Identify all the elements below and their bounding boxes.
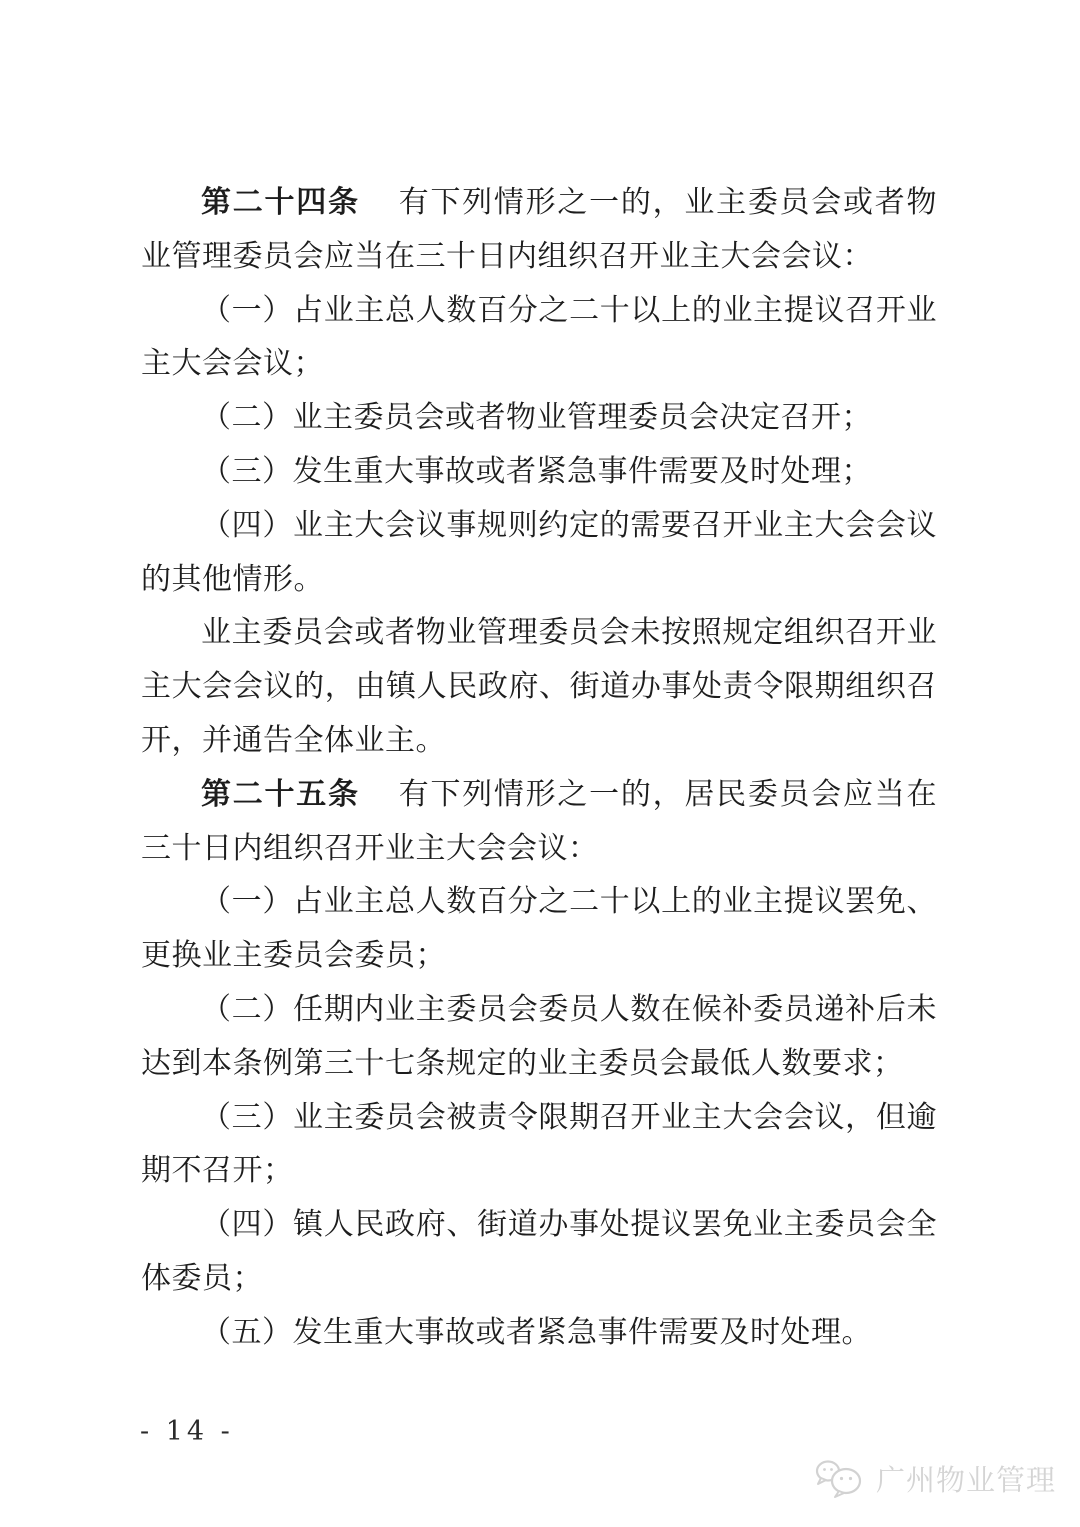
article-item: （四）业主大会议事规则约定的需要召开业主大会会议的其他情形。 (141, 507, 937, 597)
watermark (815, 1458, 1056, 1499)
page-number: - 14 - (140, 1416, 234, 1447)
article-item: （三）发生重大事故或者紧急事件需要及时处理； (201, 453, 872, 489)
watermark-label: 广州物业管理 (875, 1463, 1056, 1497)
article-item: （一）占业主总人数百分之二十以上的业主提议罢免、更换业主委员会委员； (141, 884, 937, 974)
wechat-icon (815, 1459, 867, 1499)
article-item: （五）发生重大事故或者紧急事件需要及时处理。 (201, 1314, 872, 1350)
article-lead: 有下列情形之一的，业主委员会或者物业管理委员会应当在三十日内组织召开业主大会会议： (141, 185, 938, 274)
article-number: 第二十四条 (201, 185, 360, 220)
article-lead: 有下列情形之一的，居民委员会应当在三十日内组织召开业主大会会议： (141, 776, 938, 866)
document-body (141, 176, 937, 1360)
article-item: （二）任期内业主委员会委员人数在候补委员递补后未达到本条例第三十七条规定的业主委员会最低人数要求； (141, 991, 937, 1081)
article-opening (141, 176, 937, 284)
article-item: （一）占业主总人数百分之二十以上的业主提议召开业主大会会议； (141, 292, 937, 382)
article-item: （三）业主委员会被责令限期召开业主大会会议，但逾期不召开； (141, 1099, 937, 1189)
article-closing: 业主委员会或者物业管理委员会未按照规定组织召开业主大会会议的，由镇人民政府、街道办事处责令限期组织召开，并通告全体业主。 (141, 615, 937, 758)
article-item: （二）业主委员会或者物业管理委员会决定召开； (201, 400, 872, 436)
article-number: 第二十五条 (201, 776, 360, 812)
article-item: （四）镇人民政府、街道办事处提议罢免业主委员会全体委员； (141, 1207, 937, 1296)
article-opening (141, 768, 937, 876)
